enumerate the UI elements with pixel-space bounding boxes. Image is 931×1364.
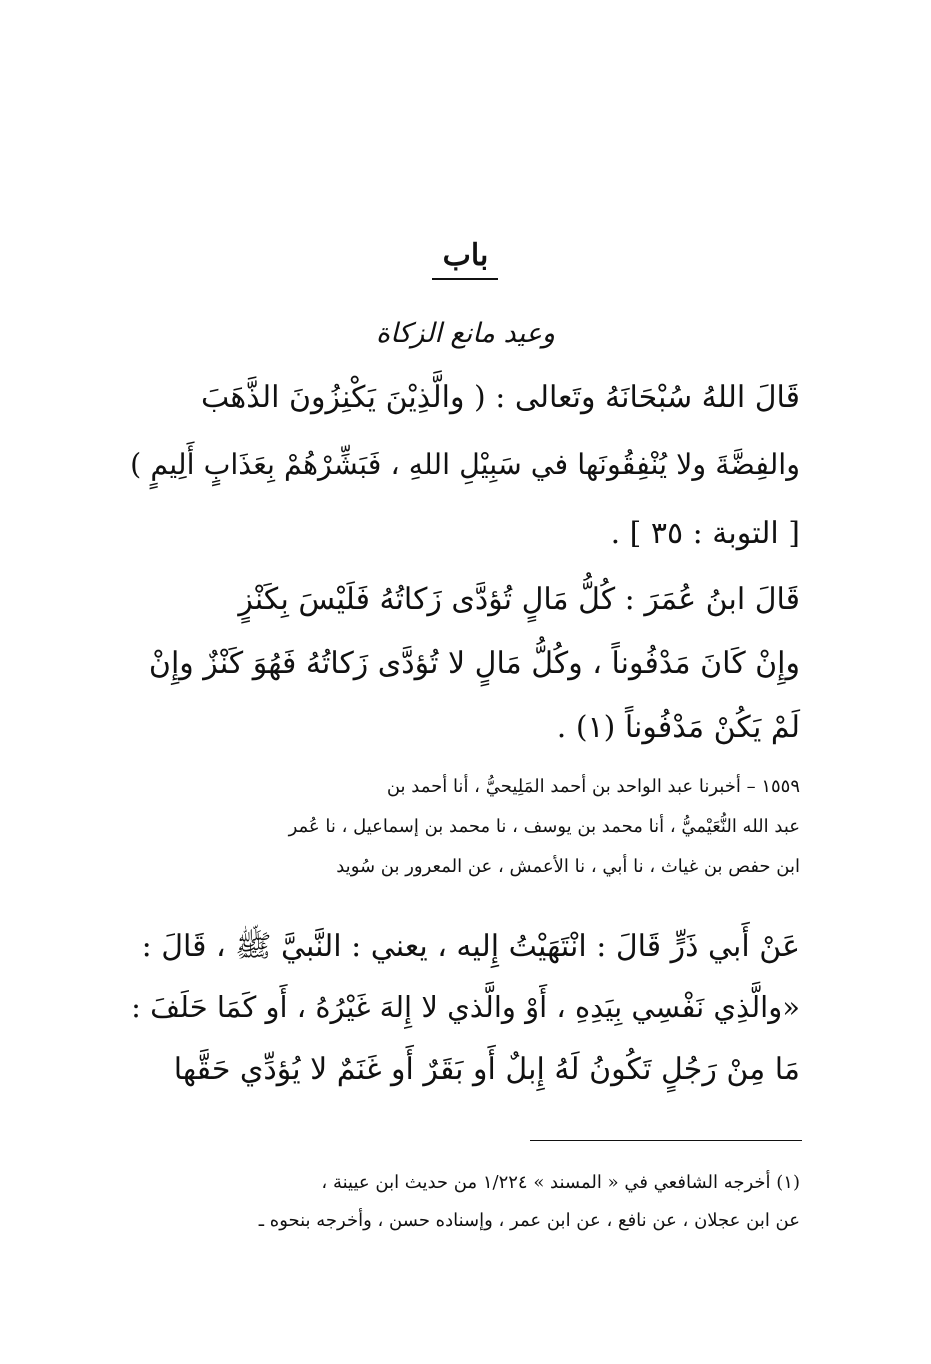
isnad: [130, 776, 800, 896]
hadith-line: «والَّذِي نَفْسِي بِيَدِهِ ، أَوْ والَّذي لا إِلهَ غَيْرُهُ ، أَو كَمَا حَلَفَ :: [131, 990, 800, 1024]
ibn-umar-quote-line: قَالَ ابنُ عُمَرَ : كُلُّ مَالٍ تُؤدَّى زَكاتُهُ فَلَيْسَ بِكَنْزٍ: [238, 582, 800, 617]
quran-quote-line: والفِضَّةَ ولا يُنْفِقُونَها في سَبِيْلِ اللهِ ، فَبَشِّرْهُمْ بِعَذَابٍ أَلِيمٍ ): [130, 448, 800, 481]
footnote-line: عن ابن عجلان ، عن نافع ، عن ابن عمر ، وإسناده حسن ، وأخرجه بنحوه ـ: [258, 1210, 800, 1231]
ibn-umar-quote-line: لَمْ يَكُنْ مَدْفُوناً (١) .: [556, 710, 800, 745]
chapter-title-underline: [432, 278, 498, 280]
isnad-line: ١٥٥٩ – أخبرنا عبد الواحد بن أحمد المَلِيحيُّ ، أنا أحمد بن: [386, 776, 800, 797]
quran-quote: [130, 380, 800, 560]
footnote-line: (١) أخرجه الشافعي في « المسند » ١/٢٢٤ من حديث ابن عيينة ،: [321, 1172, 800, 1193]
ibn-umar-quote: [130, 582, 800, 762]
chapter-subtitle: وعيد مانع الزكاة: [375, 318, 556, 349]
isnad-line: عبد الله النُّعَيْميُّ ، أنا محمد بن يوسف ، نا محمد بن إسماعيل ، نا عُمر: [288, 816, 800, 837]
footnote: [130, 1172, 800, 1252]
hadith-line: مَا مِنْ رَجُلٍ تَكُونُ لَهُ إِبلٌ أَو بَقَرٌ أَو غَنَمٌ لا يُؤدِّي حَقَّها: [173, 1052, 800, 1087]
chapter-title: باب: [442, 238, 489, 273]
hadith-text: [130, 928, 800, 1118]
ibn-umar-quote-line: وإِنْ كَانَ مَدْفُوناً ، وكُلُّ مَالٍ لا تُؤدَّى زَكاتُهُ فَهُوَ كَنْزٌ وإِنْ: [148, 646, 800, 681]
footnote-separator: [530, 1140, 802, 1141]
hadith-line: عَنْ أَبي ذَرٍّ قَالَ : انْتَهَيْتُ إِليه ، يعني : النَّبيَّ ﷺ ، قَالَ :: [141, 929, 800, 964]
quran-quote-line: قَالَ اللهُ سُبْحَانَهُ وتَعالى : ( والَّذِيْنَ يَكْنِزُونَ الذَّهَبَ: [200, 380, 800, 415]
quran-reference: [ التوبة : ٣٥ ] .: [610, 516, 800, 551]
isnad-line: ابن حفص بن غياث ، نا أبي ، نا الأعمش ، عن المعرور بن سُويد: [336, 856, 800, 877]
